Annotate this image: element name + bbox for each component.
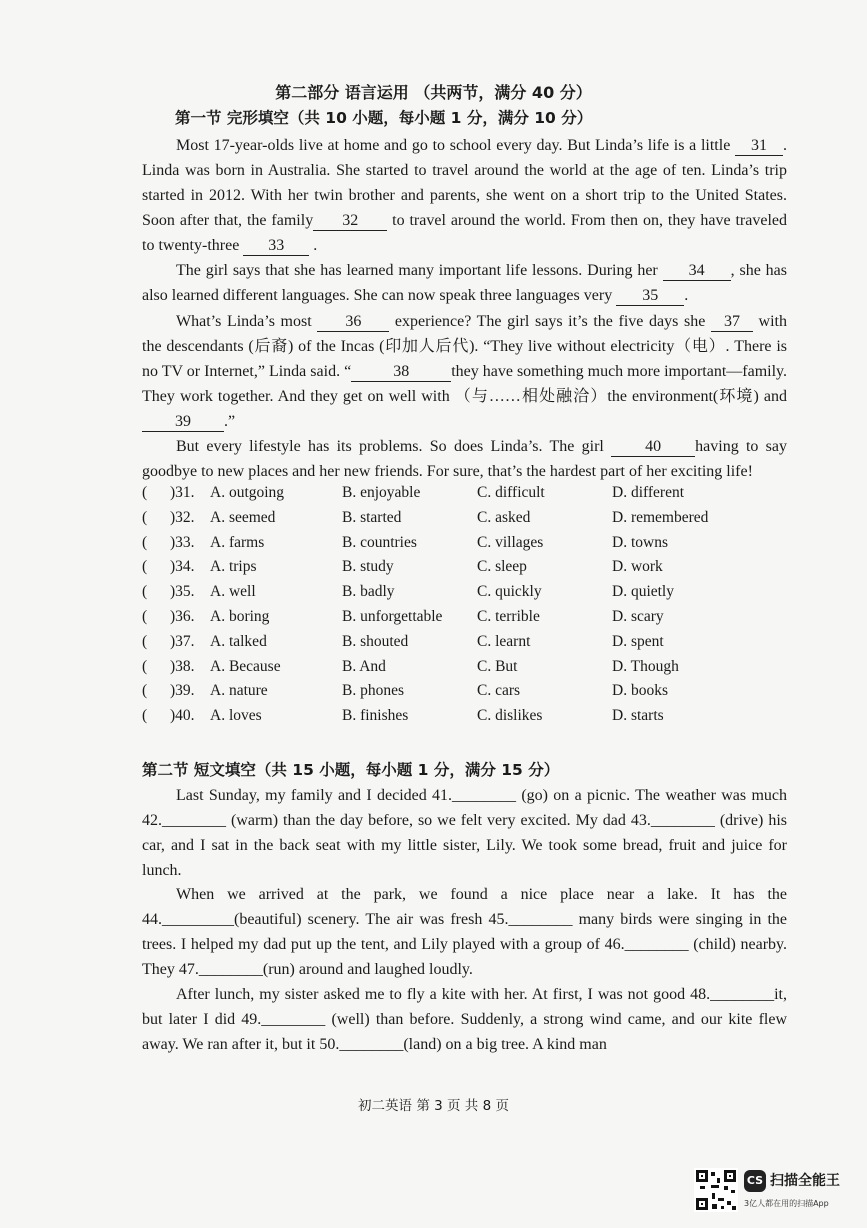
blank-36: 36	[317, 313, 389, 332]
blank-39: 39	[142, 413, 224, 432]
option-row: ( )36. A. boring B. unforgettable C. terrible D. scary	[142, 607, 664, 625]
cloze-paragraph-3: What’s Linda’s most 36 experience? The girl says it’s the five days she 37 with the descendants (后裔) of the Incas (印加人后代). “They live without electricity（电）. There is no TV or Internet,” Linda said. “ 38 they have something much more important—family. They work together. And they get on well with （与……相处融洽）the environment(环境) and 39 .”	[142, 313, 788, 431]
option-row: ( )35. A. well B. badly C. quickly D. quietly	[142, 583, 674, 601]
option-row: ( )32. A. seemed B. started C. asked D. remembered	[142, 508, 709, 526]
page-footer: 初二英语 第 3 页 共 8 页	[358, 1098, 509, 1114]
blank-35: 35	[616, 287, 684, 306]
section1-title: 第一节 完形填空（共 10 小题，每小题 1 分，满分 10 分）	[175, 109, 593, 127]
blank-33: 33	[243, 237, 309, 256]
option-row: ( )31. A. outgoing B. enjoyable C. difficult D. different	[142, 484, 685, 501]
option-row: ( )39. A. nature B. phones C. cars D. books	[142, 682, 668, 700]
option-row: ( )34. A. trips B. study C. sleep D. work	[142, 558, 663, 576]
blank-40: 40	[611, 438, 695, 457]
options-table	[140, 484, 780, 732]
blank-38: 38	[351, 363, 451, 382]
camscanner-logo-icon: CS	[744, 1170, 766, 1192]
camscanner-name: 扫描全能王	[770, 1173, 840, 1189]
fill-paragraph-2: When we arrived at the park, we found a nice place near a lake. It has the 44._________(beautiful) scenery. The air was fresh 45.________ many birds were singing in the trees. I helped my dad put up the tent, and Lily played with a group of 46.________ (child) nearby. They 47.________(run) around and laughed loudly.	[142, 886, 787, 979]
cloze-paragraph-2: The girl says that she has learned many important life lessons. During her 34 , she has also learned different languages. She can now speak three languages very 35 .	[142, 262, 788, 305]
option-row: ( )37. A. talked B. shouted C. learnt D. spent	[142, 632, 664, 650]
part-title: 第二部分 语言运用 （共两节，满分 40 分）	[275, 83, 592, 102]
section2-title: 第二节 短文填空（共 15 小题，每小题 1 分，满分 15 分）	[142, 761, 560, 779]
cloze-paragraph-4: But every lifestyle has its problems. So does Linda’s. The girl 40 having to say goodbye to new places and her new friends. For sure, that’s the hardest part of her exciting life!	[142, 438, 787, 481]
blank-34: 34	[663, 262, 731, 281]
blank-32: 32	[313, 212, 387, 231]
option-row: ( )38. A. Because B. And C. But D. Though	[142, 657, 679, 675]
option-row: ( )33. A. farms B. countries C. villages D. towns	[142, 533, 668, 551]
cloze-paragraph-1: Most 17-year-olds live at home and go to school every day. But Linda’s life is a little 31 . Linda was born in Australia. She started to travel around the world at the age of ten. Linda’s trip started in 2012. With her twin brother and parents, she went on a short trip to the United States. Soon after that, the family 32 to travel around the world. From then on, they have traveled to twenty-three 33 .	[142, 137, 787, 255]
qr-code-icon	[694, 1168, 738, 1212]
blank-31: 31	[735, 137, 783, 156]
camscanner-tagline: 3亿人都在用的扫描App	[744, 1199, 829, 1208]
option-row: ( )40. A. loves B. finishes C. dislikes D. starts	[142, 707, 664, 725]
blank-37: 37	[711, 313, 753, 332]
fill-paragraph-1: Last Sunday, my family and I decided 41.________ (go) on a picnic. The weather was much 42.________ (warm) than the day before, so we felt very excited. My dad 43.________ (drive) his car, and I sat in the back seat with my little sister, Lily. We took some bread, fruit and juice for lunch.	[142, 787, 787, 880]
fill-paragraph-3: After lunch, my sister asked me to fly a kite with her. At first, I was not good 48.________it, but later I did 49.________ (well) than before. Suddenly, a strong wind came, and our kite flew away. We ran after it, but it 50.________(land) on a big tree. A kind man	[142, 986, 787, 1054]
